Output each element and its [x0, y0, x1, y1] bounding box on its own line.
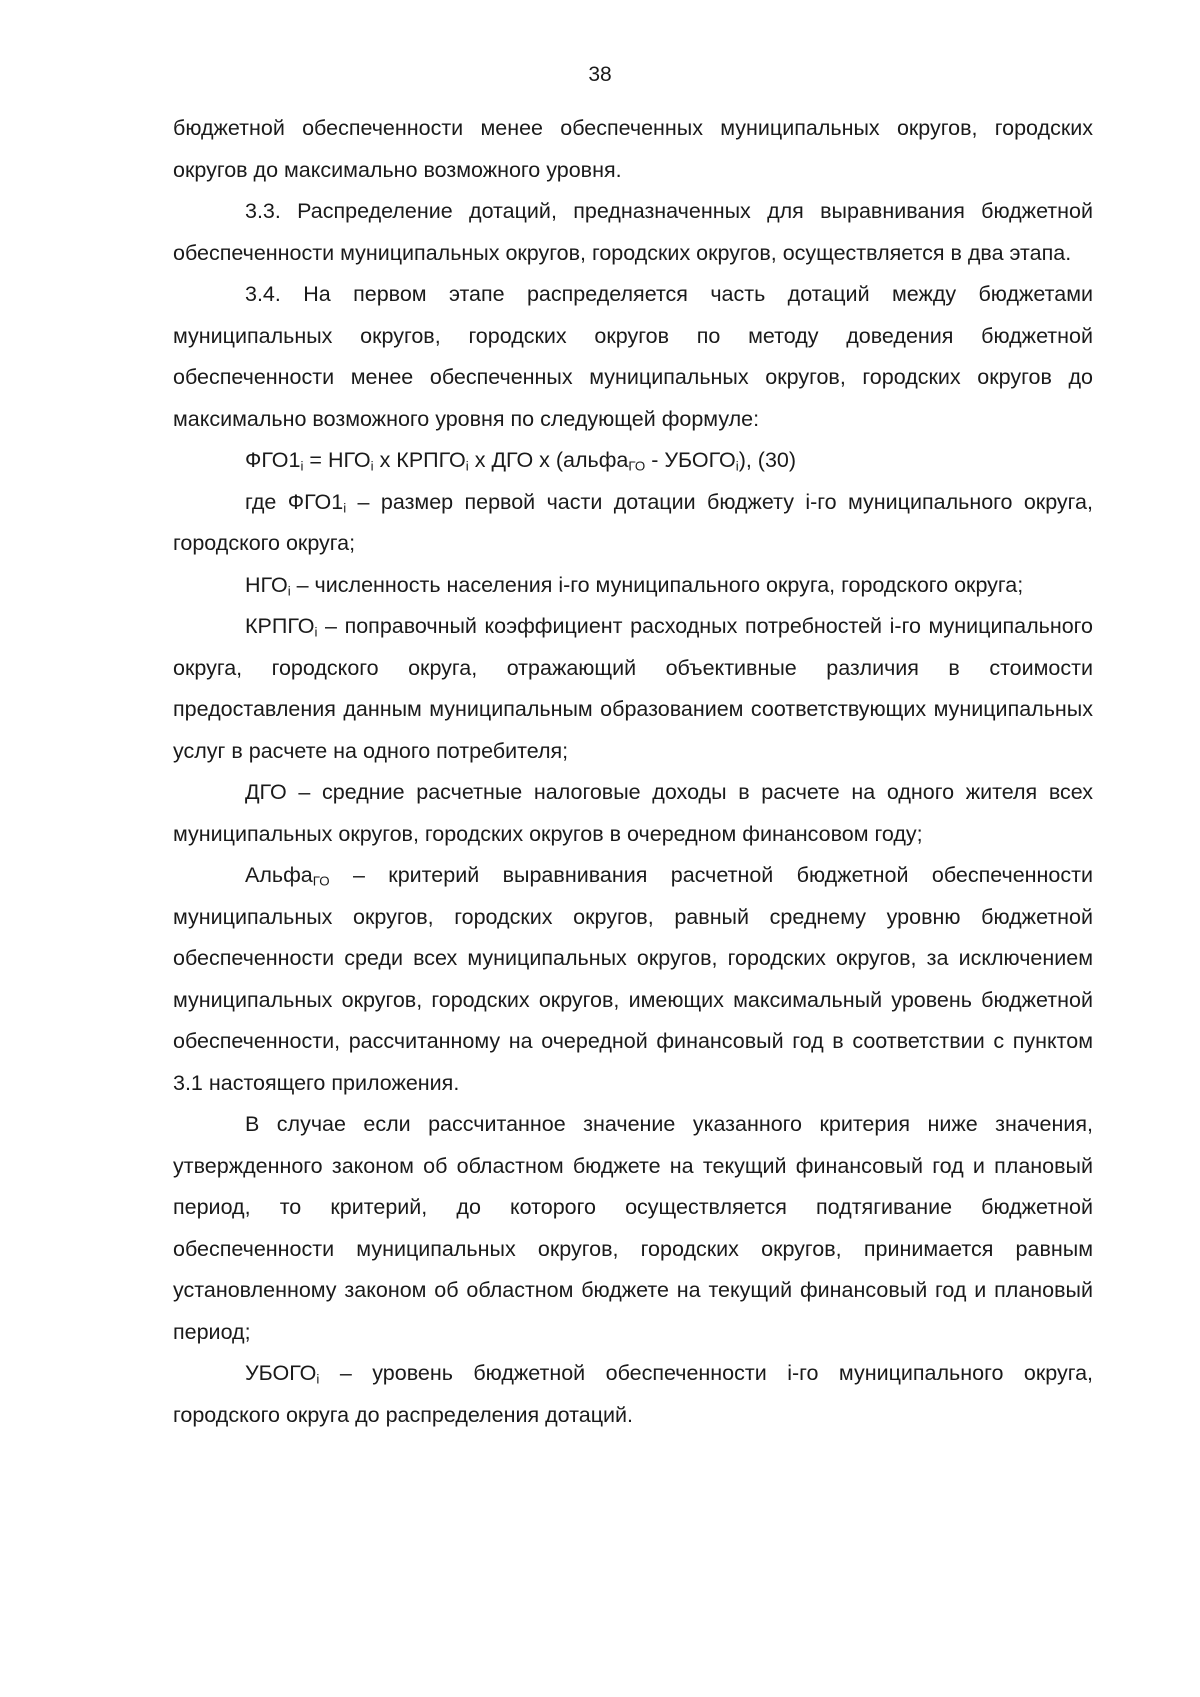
formula-subscript: i: [300, 458, 304, 474]
formula-part: ФГО1: [245, 448, 301, 472]
definition-subscript: i: [314, 624, 318, 640]
page-number: 38: [588, 63, 612, 86]
paragraph-3-4: 3.4. На первом этапе распределяется часть дотаций между бюджетами муниципальных округов, городских округов по методу доведения бюджетной обеспеченности менее обеспеченных муниципальных округов, городских округов до максимально возможного уровня по следующей формуле:: [173, 282, 1093, 431]
definition-term: КРПГО: [245, 614, 315, 638]
document-body: [173, 108, 1093, 1436]
formula-subscript: i: [370, 458, 374, 474]
definition-text: – уровень бюджетной обеспеченности i-го муниципального округа, городского округа до распределения дотаций.: [173, 1361, 1093, 1427]
definition-ngo: [173, 565, 1093, 607]
definition-subscript: i: [316, 1371, 320, 1387]
formula-part: = НГО: [303, 448, 371, 472]
definition-subscript: ГО: [312, 873, 330, 889]
definition-subscript: i: [287, 582, 291, 598]
formula-part: ), (30): [738, 448, 797, 472]
definition-text: – численность населения i-го муниципального округа, городского округа;: [290, 572, 1024, 597]
definition-term: НГО: [245, 572, 288, 597]
formula-30: [173, 440, 1093, 482]
formula-subscript: i: [465, 458, 469, 474]
definition-text: – размер первой части дотации бюджету i-го муниципального округа, городского округа;: [173, 489, 1093, 555]
formula-part: - УБОГО: [645, 448, 736, 472]
definition-fgo1: [173, 482, 1093, 565]
definition-term: Альфа: [245, 863, 313, 887]
definition-term: где ФГО1: [245, 489, 344, 514]
paragraph-continuation: бюджетной обеспеченности менее обеспеченных муниципальных округов, городских округов до максимально возможного уровня.: [173, 116, 1093, 182]
definition-subscript: i: [343, 499, 347, 515]
formula-subscript: i: [735, 458, 739, 474]
paragraph-3-3: 3.3. Распределение дотаций, предназначенных для выравнивания бюджетной обеспеченности муниципальных округов, городских округов, осуществляется в два этапа.: [173, 199, 1093, 265]
definition-ubogo: [173, 1353, 1093, 1436]
definition-dgo: ДГО – средние расчетные налоговые доходы в расчете на одного жителя всех муниципальных округов, городских округов в очередном финансовом году;: [173, 780, 1093, 846]
formula-subscript: ГО: [628, 458, 646, 474]
definition-text: – поправочный коэффициент расходных потребностей i-го муниципального округа, городского округа, отражающий объективные различия в стоимости предоставления данным муниципальным образованием соответствующих муниципальных услуг в расчете на одного потребителя;: [173, 614, 1093, 763]
definition-krpgo: [173, 606, 1093, 772]
definition-alpha: [173, 855, 1093, 1104]
formula-part: x ДГО x (альфа: [468, 448, 629, 472]
definition-term: УБОГО: [245, 1361, 317, 1385]
definition-text: – критерий выравнивания расчетной бюджетной обеспеченности муниципальных округов, городских округов, равный среднему уровню бюджетной обеспеченности среди всех муниципальных округов, городских округов, за исключением муниципальных округов, городских округов, имеющих максимальный уровень бюджетной обеспеченности, рассчитанному на очередной финансовый год в соответствии с пунктом 3.1 настоящего приложения.: [173, 863, 1093, 1095]
formula-part: x КРПГО: [373, 448, 466, 472]
paragraph-criterion-case: В случае если рассчитанное значение указанного критерия ниже значения, утвержденного законом об областном бюджете на текущий финансовый год и плановый период, то критерий, до которого осуществляется подтягивание бюджетной обеспеченности муниципальных округов, городских округов, принимается равным установленному законом об областном бюджете на текущий финансовый год и плановый период;: [173, 1112, 1093, 1344]
